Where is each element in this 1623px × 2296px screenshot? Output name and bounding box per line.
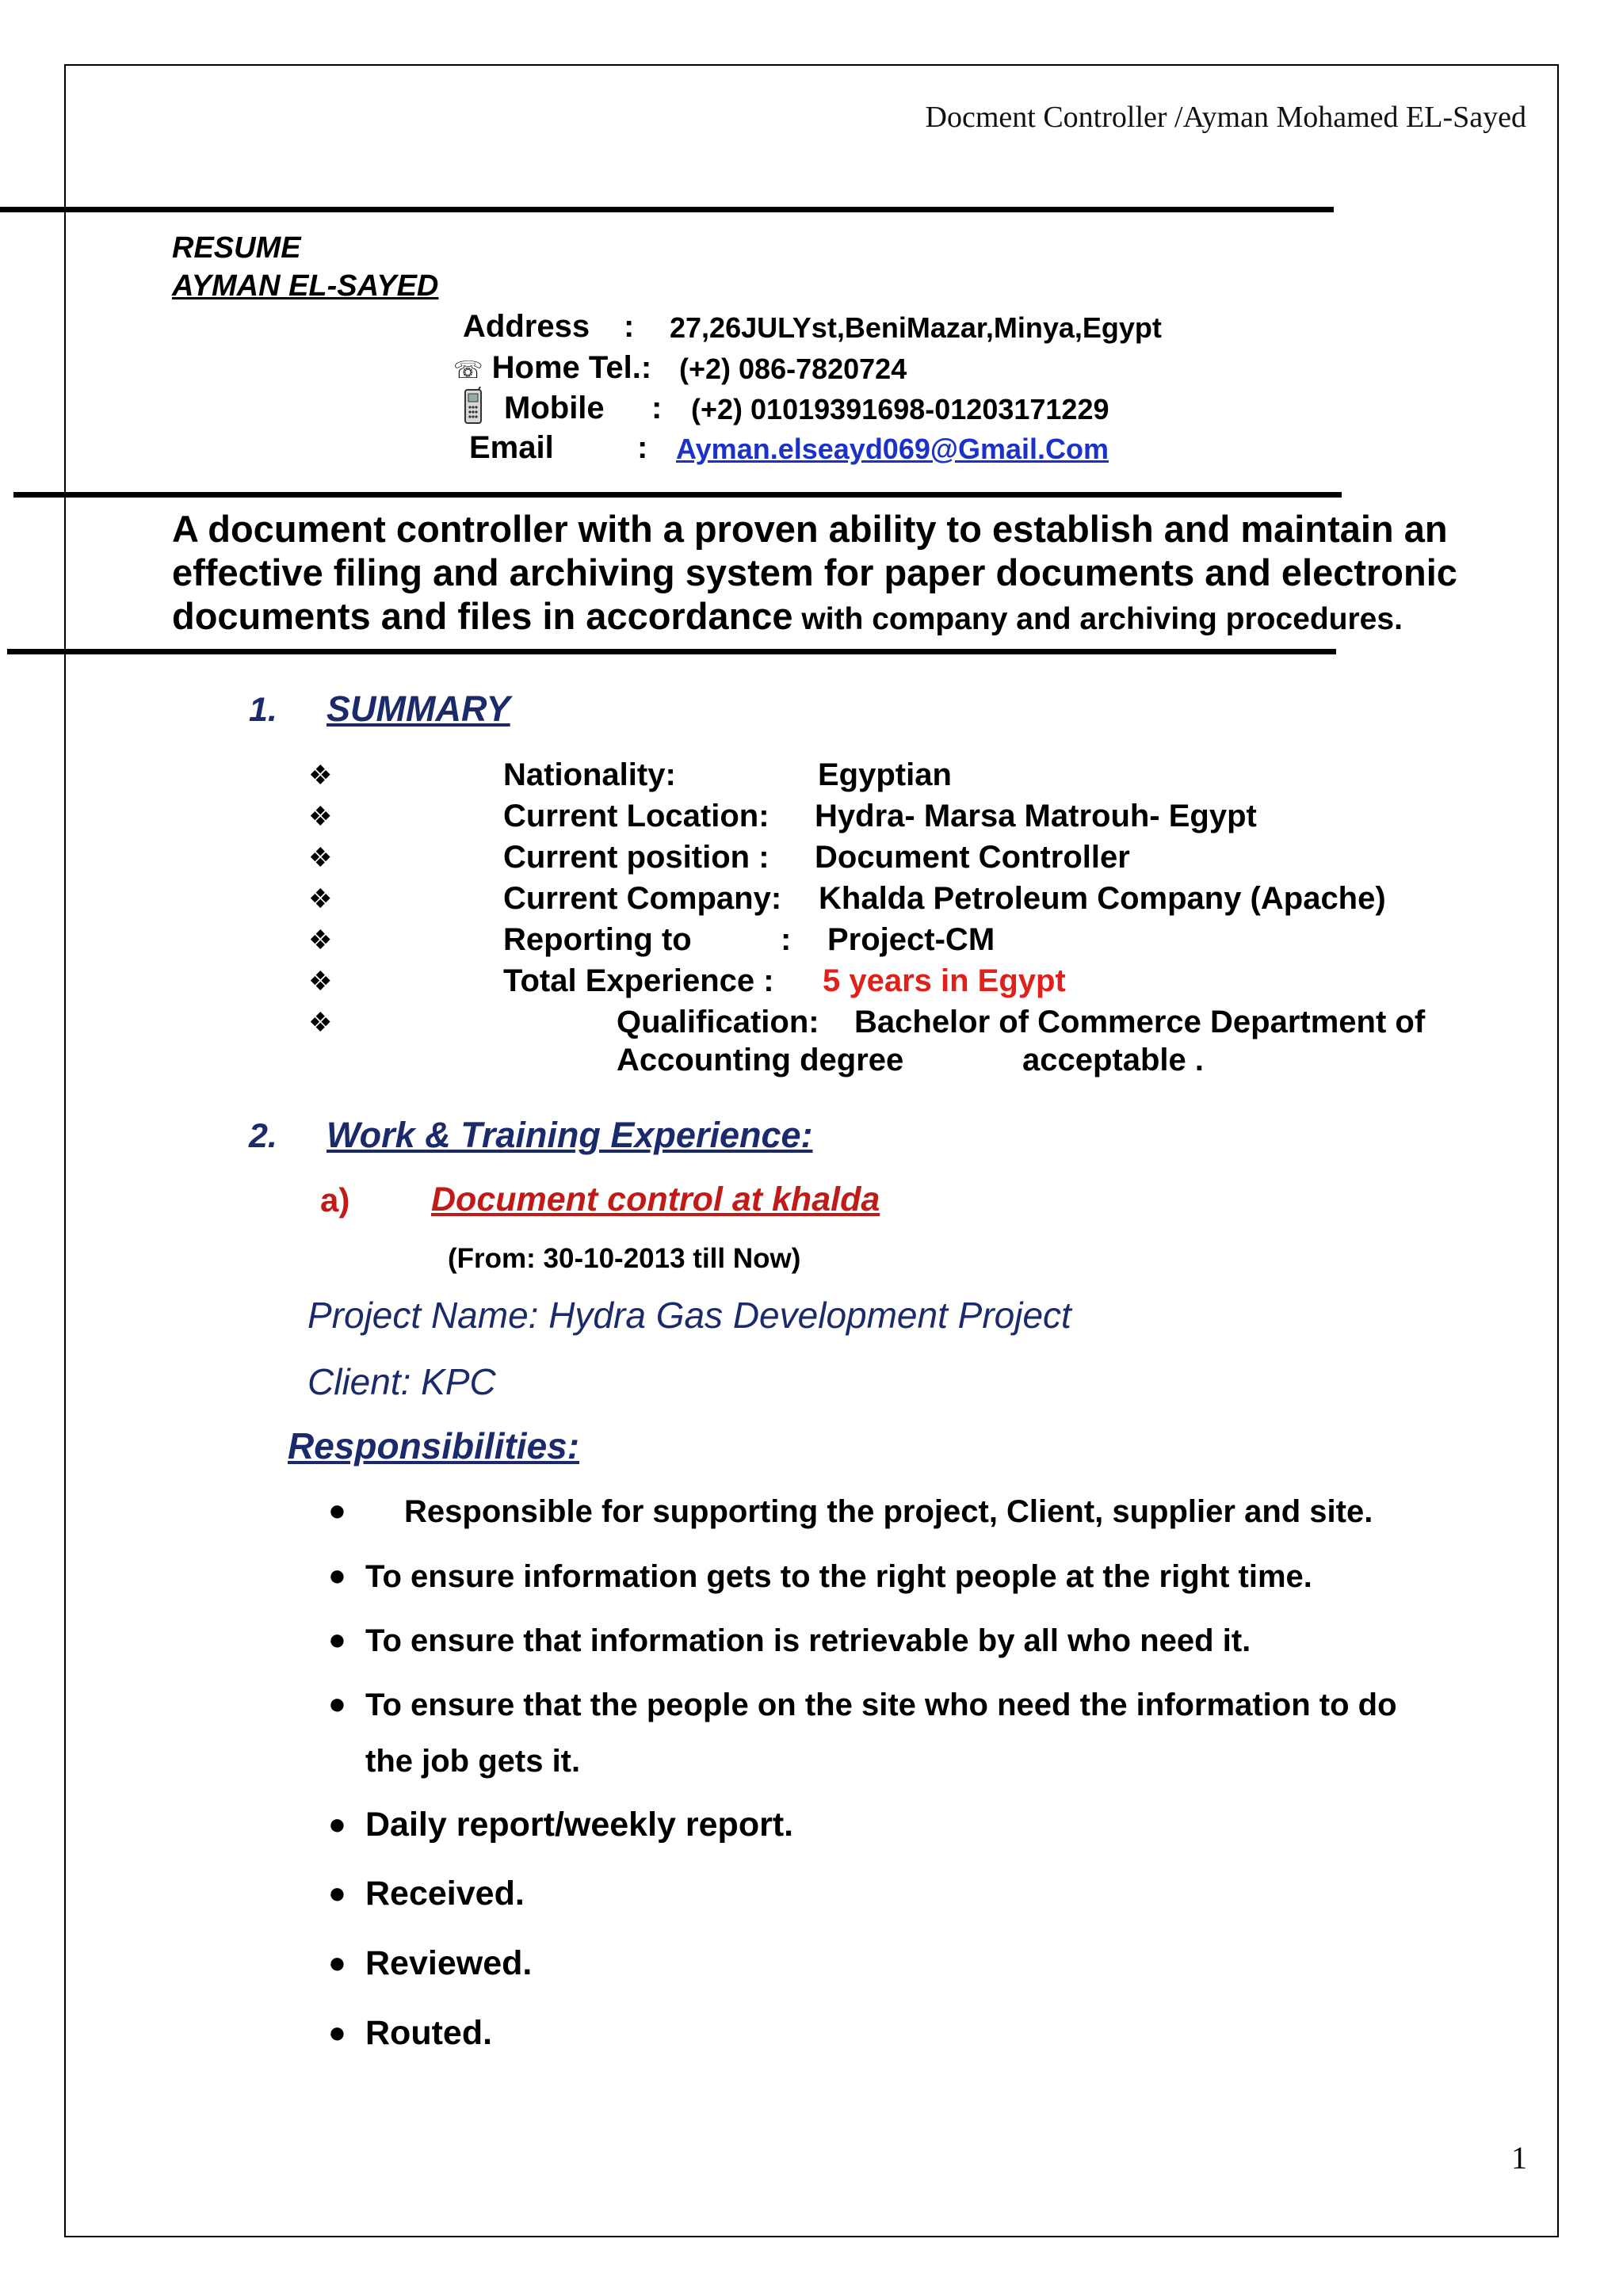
resume-label: RESUME <box>172 231 301 265</box>
summary-label: Current Location: <box>503 799 769 833</box>
running-header: Docment Controller /Ayman Mohamed EL-Sayed <box>925 101 1526 134</box>
summary-value: Egyptian <box>818 757 952 792</box>
address-colon: : <box>624 309 635 344</box>
list-item: Responsible for supporting the project, Client, supplier and site. <box>404 1494 1373 1529</box>
list-item: Received. <box>365 1875 525 1913</box>
mobile-label: Mobile <box>504 391 605 425</box>
bullet-dot-icon: ● <box>328 1494 346 1527</box>
profile-statement <box>172 507 1519 641</box>
summary-value-highlight: 5 years in Egypt <box>823 963 1066 998</box>
summary-value: Khalda Petroleum Company (Apache) <box>819 881 1386 916</box>
bullet-dot-icon: ● <box>328 2016 346 2050</box>
experience-number: 2. <box>249 1117 277 1155</box>
diamond-bullet-icon: ❖ <box>308 967 333 997</box>
home-value: (+2) 086-7820724 <box>679 353 907 385</box>
address-label: Address <box>463 309 590 344</box>
summary-label: Current position : <box>503 840 769 875</box>
profile-tail: with company and archiving procedures. <box>792 602 1403 636</box>
page-number: 1 <box>1511 2140 1527 2176</box>
bullet-dot-icon: ● <box>328 1947 346 1980</box>
list-item: Routed. <box>365 2014 493 2052</box>
summary-label: Qualification: <box>617 1005 819 1039</box>
experience-title: Work & Training Experience: <box>327 1115 813 1155</box>
bullet-dot-icon: ● <box>328 1559 346 1592</box>
summary-value: Project-CM <box>827 922 995 957</box>
summary-value: Hydra- Marsa Matrouh- Egypt <box>815 799 1257 833</box>
list-item: Daily report/weekly report. <box>365 1806 794 1844</box>
job-marker: a) <box>320 1181 350 1219</box>
email-label: Email <box>469 430 554 465</box>
summary-title: SUMMARY <box>327 688 510 729</box>
diamond-bullet-icon: ❖ <box>308 884 333 914</box>
summary-label: Current Company: <box>503 881 782 916</box>
job-title: Document control at khalda <box>431 1180 880 1219</box>
bullet-dot-icon: ● <box>328 1808 346 1841</box>
summary-value-cont: Accounting degree <box>617 1043 904 1077</box>
summary-value-cont: acceptable . <box>1022 1043 1205 1077</box>
email-colon: : <box>637 430 648 465</box>
address-value: 27,26JULYst,BeniMazar,Minya,Egypt <box>670 311 1162 344</box>
profile-main: A document controller with a proven ability to establish and maintain an effective filing and archiving system for paper documents and electronic documents and files in accordance <box>172 508 1457 637</box>
diamond-bullet-icon: ❖ <box>308 802 333 832</box>
diamond-bullet-icon: ❖ <box>308 761 333 791</box>
list-item: Reviewed. <box>365 1944 533 1982</box>
bullet-dot-icon: ● <box>328 1877 346 1910</box>
diamond-bullet-icon: ❖ <box>308 1008 333 1038</box>
bullet-dot-icon: ● <box>328 1688 346 1721</box>
summary-number: 1. <box>249 691 277 729</box>
divider-bottom <box>7 649 1336 654</box>
summary-value: Document Controller <box>815 840 1130 875</box>
client-name: Client: KPC <box>307 1361 496 1402</box>
summary-label: Nationality: <box>503 757 676 792</box>
phone-icon: ☏ <box>453 357 483 383</box>
summary-label: Reporting to <box>503 922 692 957</box>
email-link[interactable]: Ayman.elseayd069@Gmail.Com <box>676 433 1109 465</box>
mobile-colon: : <box>651 391 663 425</box>
summary-colon: : <box>781 922 792 957</box>
divider-middle <box>13 492 1342 498</box>
mobile-value: (+2) 01019391698-01203171229 <box>691 393 1109 425</box>
home-label: Home Tel.: <box>491 350 652 385</box>
job-period: (From: 30-10-2013 till Now) <box>448 1243 801 1274</box>
project-name: Project Name: Hydra Gas Development Project <box>307 1295 1071 1336</box>
responsibilities-title: Responsibilities: <box>288 1425 580 1466</box>
summary-value: Bachelor of Commerce Department of <box>854 1005 1426 1039</box>
mobile-phone-icon <box>461 387 485 430</box>
list-item-cont: the job gets it. <box>365 1744 581 1779</box>
list-item: To ensure that the people on the site who need the information to do <box>365 1688 1397 1722</box>
divider-top <box>0 207 1334 212</box>
list-item: To ensure that information is retrievable by all who need it. <box>365 1623 1251 1658</box>
list-item: To ensure information gets to the right people at the right time. <box>365 1559 1312 1594</box>
candidate-name: AYMAN EL-SAYED <box>172 269 439 303</box>
home-phone-row <box>453 350 651 386</box>
summary-label: Total Experience : <box>503 963 774 998</box>
diamond-bullet-icon: ❖ <box>308 843 333 873</box>
bullet-dot-icon: ● <box>328 1623 346 1657</box>
diamond-bullet-icon: ❖ <box>308 925 333 955</box>
